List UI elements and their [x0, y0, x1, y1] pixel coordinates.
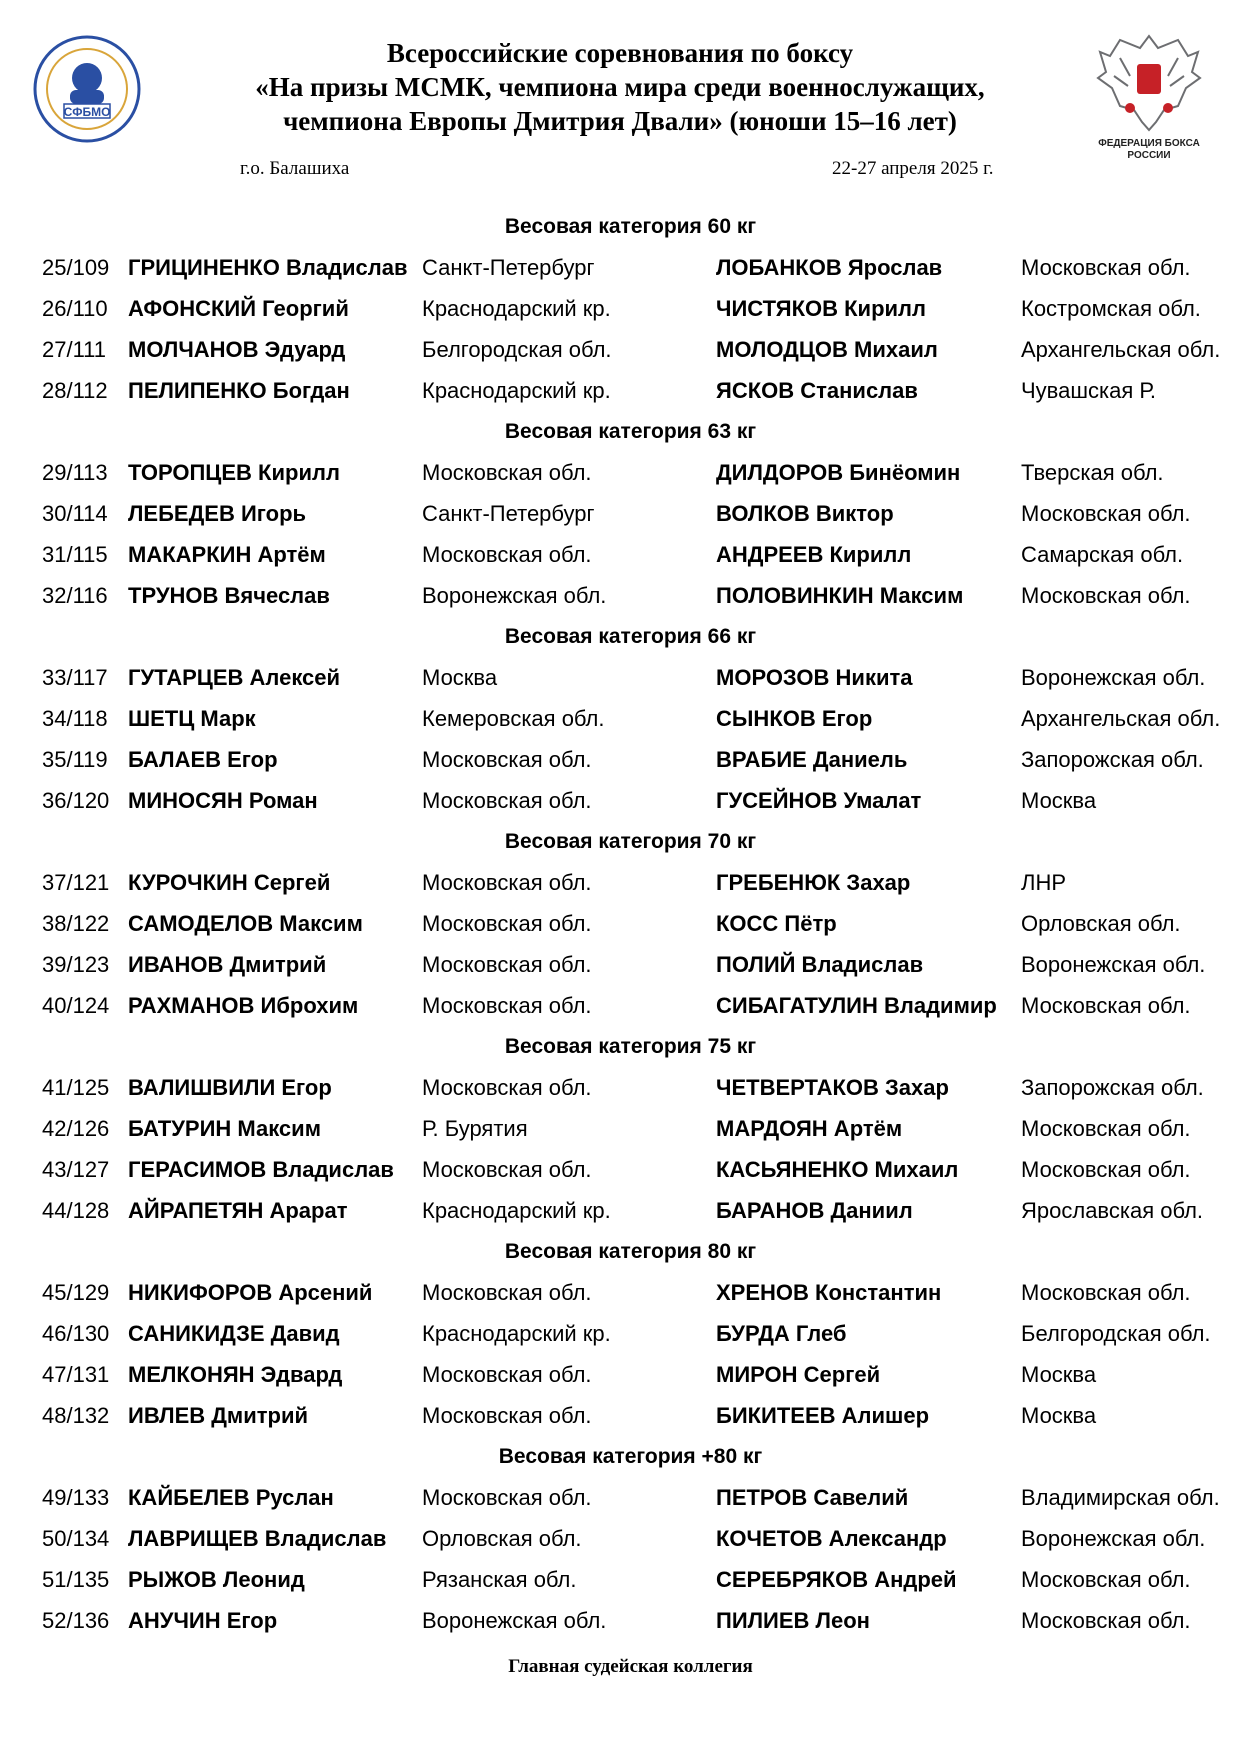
bout-row — [0, 1272, 1241, 1313]
boxer-2-region: Московская обл. — [1021, 255, 1191, 280]
page-title — [170, 36, 1070, 138]
boxer-2-name: ДИЛДОРОВ Бинёомин — [716, 460, 961, 485]
bout-number: 47/131 — [42, 1362, 110, 1387]
boxer-1-name: ПЕЛИПЕНКО Богдан — [128, 378, 350, 403]
boxer-1-name: САМОДЕЛОВ Максим — [128, 911, 363, 936]
sfbmo-logo — [32, 34, 142, 144]
boxer-2-region: Москва — [1021, 788, 1097, 813]
federation-logo-text: ФЕДЕРАЦИЯ БОКСА РОССИИ — [1098, 138, 1200, 161]
title-line-1: Всероссийские соревнования по боксу — [386, 38, 854, 68]
boxer-2-name: ЧЕТВЕРТАКОВ Захар — [716, 1075, 949, 1100]
boxer-1-region: Краснодарский кр. — [422, 296, 611, 321]
boxer-2-name: АНДРЕЕВ Кирилл — [716, 542, 912, 567]
bout-row — [0, 1313, 1241, 1354]
boxer-1-name: РАХМАНОВ Иброхим — [128, 993, 359, 1018]
bout-row — [0, 1149, 1241, 1190]
boxer-2-region: Запорожская обл. — [1021, 747, 1204, 772]
bout-row — [0, 247, 1241, 288]
boxer-2-region: Костромская обл. — [1021, 296, 1201, 321]
boxer-2-region: Владимирская обл. — [1021, 1485, 1220, 1510]
weight-category-heading: Весовая категория 70 кг — [504, 830, 757, 853]
bout-row — [0, 1395, 1241, 1436]
boxer-2-name: СЕРЕБРЯКОВ Андрей — [716, 1567, 957, 1592]
boxer-1-name: РЫЖОВ Леонид — [128, 1567, 305, 1592]
sfbmo-logo-text: СФБМО — [63, 105, 111, 119]
federation-logo — [1090, 26, 1208, 161]
boxer-1-name: КУРОЧКИН Сергей — [128, 870, 331, 895]
boxer-2-region: Воронежская обл. — [1021, 665, 1206, 690]
boxer-1-region: Белгородская обл. — [422, 337, 612, 362]
boxer-2-name: КАСЬЯНЕНКО Михаил — [716, 1157, 959, 1182]
bout-number: 27/111 — [42, 337, 107, 362]
boxer-2-name: МОЛОДЦОВ Михаил — [716, 337, 938, 362]
boxer-2-region: Воронежская обл. — [1021, 952, 1206, 977]
bout-row — [0, 1600, 1241, 1641]
boxer-1-name: ГУТАРЦЕВ Алексей — [128, 665, 341, 690]
boxer-2-region: Московская обл. — [1021, 583, 1191, 608]
boxer-2-region: Ярославская обл. — [1021, 1198, 1204, 1223]
boxer-2-region: Московская обл. — [1021, 1608, 1191, 1633]
bout-row — [0, 534, 1241, 575]
boxer-2-name: КОСС Пётр — [716, 911, 837, 936]
boxer-2-name: БАРАНОВ Даниил — [716, 1198, 913, 1223]
bout-row — [0, 985, 1241, 1026]
boxer-1-region: Санкт-Петербург — [422, 501, 595, 526]
bout-number: 32/116 — [42, 583, 108, 608]
bout-number: 44/128 — [42, 1198, 110, 1223]
weight-category-heading: Весовая категория +80 кг — [498, 1445, 763, 1468]
boxer-2-name: ГРЕБЕНЮК Захар — [716, 870, 911, 895]
boxer-1-name: МИНОСЯН Роман — [128, 788, 318, 813]
boxer-1-name: НИКИФОРОВ Арсений — [128, 1280, 373, 1305]
boxer-1-region: Московская обл. — [422, 1403, 592, 1428]
bout-number: 25/109 — [42, 255, 110, 280]
boxer-2-name: БУРДА Глеб — [716, 1321, 847, 1346]
boxer-1-region: Московская обл. — [422, 1362, 592, 1387]
bout-number: 36/120 — [42, 788, 110, 813]
boxer-2-name: ПОЛИЙ Владислав — [716, 952, 924, 977]
bout-row — [0, 1559, 1241, 1600]
boxer-1-name: АНУЧИН Егор — [128, 1608, 278, 1633]
boxer-2-name: КОЧЕТОВ Александр — [716, 1526, 947, 1551]
boxer-2-name: СЫНКОВ Егор — [716, 706, 873, 731]
bout-number: 29/113 — [42, 460, 108, 485]
boxer-2-name: ВРАБИЕ Даниель — [716, 747, 908, 772]
bout-number: 35/119 — [42, 747, 108, 772]
event-dates: 22-27 апреля 2025 г. — [832, 158, 994, 179]
boxer-1-region: Р. Бурятия — [422, 1116, 528, 1141]
boxer-1-name: МАКАРКИН Артём — [128, 542, 326, 567]
boxer-1-region: Московская обл. — [422, 952, 592, 977]
boxer-1-region: Орловская обл. — [422, 1526, 582, 1551]
boxer-2-region: Москва — [1021, 1362, 1097, 1387]
boxer-1-region: Кемеровская обл. — [422, 706, 605, 731]
boxer-1-name: АЙРАПЕТЯН Арарат — [128, 1198, 348, 1223]
bouts-table — [0, 206, 1241, 1641]
bout-number: 31/115 — [42, 542, 108, 567]
bout-number: 28/112 — [42, 378, 108, 403]
bout-row — [0, 1108, 1241, 1149]
bout-number: 30/114 — [42, 501, 108, 526]
boxer-1-region: Санкт-Петербург — [422, 255, 595, 280]
bout-row — [0, 862, 1241, 903]
boxer-2-region: Белгородская обл. — [1021, 1321, 1211, 1346]
bout-row — [0, 493, 1241, 534]
bout-row — [0, 1477, 1241, 1518]
boxer-2-region: Архангельская обл. — [1021, 337, 1221, 362]
boxer-1-name: ИВАНОВ Дмитрий — [128, 952, 327, 977]
boxer-1-name: ЛЕБЕДЕВ Игорь — [128, 501, 307, 526]
bout-number: 41/125 — [42, 1075, 110, 1100]
bout-number: 52/136 — [42, 1608, 110, 1633]
boxer-1-name: КАЙБЕЛЕВ Руслан — [128, 1485, 334, 1510]
boxer-2-region: Орловская обл. — [1021, 911, 1181, 936]
bout-number: 48/132 — [42, 1403, 110, 1428]
bout-number: 43/127 — [42, 1157, 110, 1182]
boxer-1-name: БАЛАЕВ Егор — [128, 747, 278, 772]
boxer-2-region: Московская обл. — [1021, 1116, 1191, 1141]
boxer-2-region: Самарская обл. — [1021, 542, 1184, 567]
footer-signature: Главная судейская коллегия — [508, 1656, 753, 1677]
boxer-1-name: ТОРОПЦЕВ Кирилл — [128, 460, 340, 485]
bout-number: 38/122 — [42, 911, 110, 936]
boxer-1-region: Московская обл. — [422, 542, 592, 567]
boxer-1-region: Московская обл. — [422, 870, 592, 895]
boxer-1-region: Воронежская обл. — [422, 1608, 607, 1633]
bout-row — [0, 944, 1241, 985]
boxer-2-region: Тверская обл. — [1021, 460, 1164, 485]
weight-category-heading: Весовая категория 66 кг — [504, 625, 757, 648]
boxer-1-region: Краснодарский кр. — [422, 1321, 611, 1346]
boxer-1-name: МЕЛКОНЯН Эдвард — [128, 1362, 343, 1387]
bout-row — [0, 288, 1241, 329]
bout-number: 40/124 — [42, 993, 110, 1018]
boxer-2-name: ЛОБАНКОВ Ярослав — [716, 255, 943, 280]
boxer-2-region: Московская обл. — [1021, 501, 1191, 526]
weight-category-heading: Весовая категория 75 кг — [504, 1035, 757, 1058]
boxer-2-region: Москва — [1021, 1403, 1097, 1428]
bout-row — [0, 780, 1241, 821]
boxer-1-region: Москва — [422, 665, 498, 690]
boxer-1-region: Московская обл. — [422, 1280, 592, 1305]
boxer-2-name: ВОЛКОВ Виктор — [716, 501, 894, 526]
weight-category-heading: Весовая категория 80 кг — [504, 1240, 757, 1263]
bout-number: 50/134 — [42, 1526, 110, 1551]
boxer-2-region: Московская обл. — [1021, 1280, 1191, 1305]
boxer-2-name: СИБАГАТУЛИН Владимир — [716, 993, 997, 1018]
boxer-2-region: Запорожская обл. — [1021, 1075, 1204, 1100]
bout-number: 33/117 — [42, 665, 108, 690]
bout-row — [0, 1518, 1241, 1559]
boxer-1-name: БАТУРИН Максим — [128, 1116, 321, 1141]
bout-row — [0, 1190, 1241, 1231]
boxer-2-name: МИРОН Сергей — [716, 1362, 881, 1387]
event-city: г.о. Балашиха — [240, 158, 350, 179]
boxer-2-region: Московская обл. — [1021, 1157, 1191, 1182]
bout-row — [0, 1354, 1241, 1395]
bout-number: 34/118 — [42, 706, 108, 731]
boxer-1-name: АФОНСКИЙ Георгий — [128, 296, 349, 321]
boxer-2-name: МОРОЗОВ Никита — [716, 665, 913, 690]
boxer-1-region: Московская обл. — [422, 460, 592, 485]
boxer-2-region: Архангельская обл. — [1021, 706, 1221, 731]
bout-row — [0, 1067, 1241, 1108]
bout-row — [0, 903, 1241, 944]
boxer-1-name: ВАЛИШВИЛИ Егор — [128, 1075, 332, 1100]
boxer-2-name: ЧИСТЯКОВ Кирилл — [716, 296, 926, 321]
bout-number: 37/121 — [42, 870, 110, 895]
boxer-1-region: Московская обл. — [422, 747, 592, 772]
boxer-2-region: Московская обл. — [1021, 993, 1191, 1018]
boxer-1-region: Московская обл. — [422, 788, 592, 813]
boxer-1-region: Рязанская обл. — [422, 1567, 577, 1592]
bout-row — [0, 657, 1241, 698]
boxer-1-name: МОЛЧАНОВ Эдуард — [128, 337, 346, 362]
weight-category-heading: Весовая категория 63 кг — [504, 420, 757, 443]
boxer-1-region: Московская обл. — [422, 1075, 592, 1100]
boxer-1-name: ИВЛЕВ Дмитрий — [128, 1403, 308, 1428]
boxer-2-name: ПЕТРОВ Савелий — [716, 1485, 909, 1510]
boxer-1-name: САНИКИДЗЕ Давид — [128, 1321, 340, 1346]
boxer-2-region: Чувашская Р. — [1021, 378, 1156, 403]
boxer-1-region: Московская обл. — [422, 1485, 592, 1510]
boxer-1-region: Московская обл. — [422, 911, 592, 936]
boxer-1-name: ШЕТЦ Марк — [128, 706, 256, 731]
boxer-2-name: ПИЛИЕВ Леон — [716, 1608, 870, 1633]
boxer-2-region: Московская обл. — [1021, 1567, 1191, 1592]
bout-row — [0, 329, 1241, 370]
boxer-2-region: Воронежская обл. — [1021, 1526, 1206, 1551]
boxer-1-region: Московская обл. — [422, 993, 592, 1018]
boxer-1-region: Краснодарский кр. — [422, 378, 611, 403]
bout-number: 46/130 — [42, 1321, 110, 1346]
bout-number: 45/129 — [42, 1280, 110, 1305]
boxer-1-name: ГРИЦИНЕНКО Владислав — [128, 255, 408, 280]
bout-row — [0, 452, 1241, 493]
title-line-2: «На призы МСМК, чемпиона мира среди военнослужащих, — [255, 72, 985, 102]
bout-number: 49/133 — [42, 1485, 110, 1510]
boxer-2-name: БИКИТЕЕВ Алишер — [716, 1403, 930, 1428]
bout-row — [0, 739, 1241, 780]
boxer-1-region: Краснодарский кр. — [422, 1198, 611, 1223]
boxer-2-region: ЛНР — [1021, 870, 1066, 895]
bout-row — [0, 370, 1241, 411]
bout-number: 39/123 — [42, 952, 110, 977]
boxer-2-name: ХРЕНОВ Константин — [716, 1280, 942, 1305]
bout-number: 51/135 — [42, 1567, 110, 1592]
boxer-1-name: ТРУНОВ Вячеслав — [128, 583, 330, 608]
bout-number: 26/110 — [42, 296, 108, 321]
bout-row — [0, 698, 1241, 739]
weight-category-heading: Весовая категория 60 кг — [504, 215, 757, 238]
boxer-1-name: ГЕРАСИМОВ Владислав — [128, 1157, 394, 1182]
boxer-2-name: ГУСЕЙНОВ Умалат — [716, 788, 922, 813]
boxer-2-name: ЯСКОВ Станислав — [716, 378, 918, 403]
boxer-2-name: ПОЛОВИНКИН Максим — [716, 583, 964, 608]
bout-number: 42/126 — [42, 1116, 110, 1141]
boxer-1-region: Московская обл. — [422, 1157, 592, 1182]
title-line-3: чемпиона Европы Дмитрия Двали» (юноши 15–16 лет) — [283, 106, 957, 136]
boxer-2-name: МАРДОЯН Артём — [716, 1116, 903, 1141]
boxer-1-name: ЛАВРИЩЕВ Владислав — [128, 1526, 387, 1551]
boxer-1-region: Воронежская обл. — [422, 583, 607, 608]
bout-row — [0, 575, 1241, 616]
